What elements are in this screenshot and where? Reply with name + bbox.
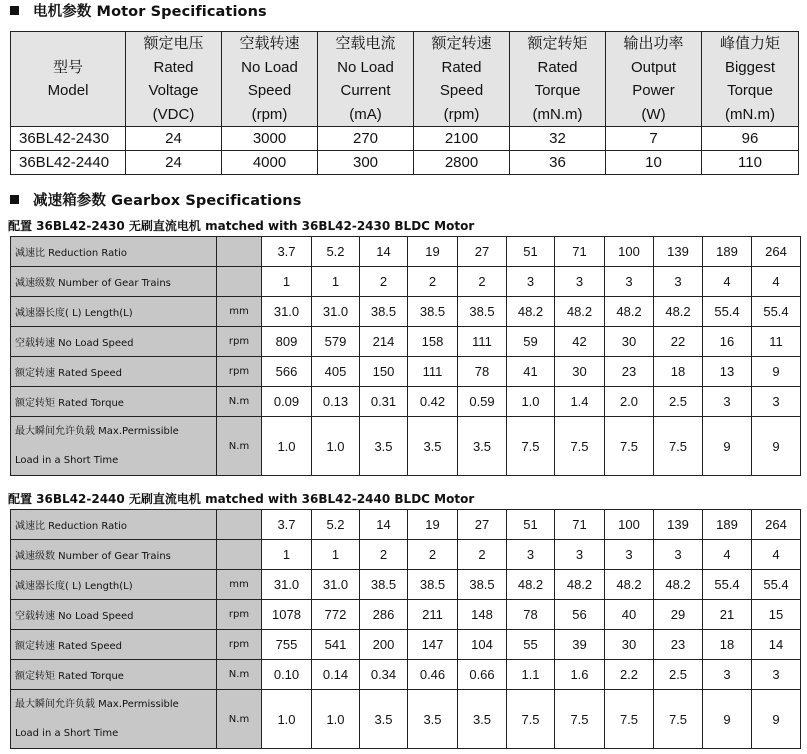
value-cell: 0.31 <box>360 387 408 417</box>
value-cell: 0.46 <box>408 660 458 690</box>
header-line: 峰值力矩 <box>719 35 780 52</box>
value-cell: 9 <box>752 690 801 749</box>
value-cell: 48.2 <box>507 297 555 327</box>
gear-row <box>11 417 801 476</box>
header-line: 空载转速 <box>239 35 300 52</box>
value-cell: 139 <box>654 510 703 540</box>
value-cell: 42 <box>555 327 605 357</box>
value-cell: 189 <box>703 237 752 267</box>
row-label: 减速比 Reduction Ratio <box>11 237 217 267</box>
value-cell: 1.0 <box>312 690 360 749</box>
square-bullet-icon <box>10 195 19 204</box>
unit-cell: rpm <box>217 327 262 357</box>
value-cell: 23 <box>654 630 703 660</box>
value-cell: 3000 <box>222 127 318 151</box>
value-cell: 211 <box>408 600 458 630</box>
value-cell: 38.5 <box>408 297 458 327</box>
value-cell: 38.5 <box>360 297 408 327</box>
value-cell: 78 <box>507 600 555 630</box>
gear-row <box>11 690 801 749</box>
gearbox-spec-table-2440 <box>10 509 801 749</box>
motor-spec-heading-text: 电机参数 Motor Specifications <box>33 4 267 20</box>
value-cell: 1.1 <box>507 660 555 690</box>
value-cell: 100 <box>605 510 654 540</box>
value-cell: 24 <box>126 127 222 151</box>
value-cell: 5.2 <box>312 510 360 540</box>
gear-row <box>11 540 801 570</box>
unit-cell: mm <box>217 297 262 327</box>
value-cell: 7.5 <box>605 417 654 476</box>
value-cell: 3 <box>555 267 605 297</box>
header-line: (VDC) <box>152 105 195 123</box>
model-cell: 36BL42-2430 <box>11 127 126 151</box>
value-cell: 56 <box>555 600 605 630</box>
value-cell: 27 <box>458 237 507 267</box>
value-cell: 3.5 <box>360 417 408 476</box>
value-cell: 59 <box>507 327 555 357</box>
value-cell: 39 <box>555 630 605 660</box>
header-line: (W) <box>641 105 666 123</box>
value-cell: 3.5 <box>360 690 408 749</box>
header-line: Biggest <box>724 58 776 76</box>
value-cell: 0.14 <box>312 660 360 690</box>
value-cell: 3 <box>703 660 752 690</box>
value-cell: 147 <box>408 630 458 660</box>
motor-header-cell <box>222 32 318 127</box>
gear-row <box>11 570 801 600</box>
value-cell: 264 <box>752 237 801 267</box>
value-cell: 7.5 <box>555 690 605 749</box>
row-label <box>11 690 217 749</box>
motor-table-header-row <box>11 32 799 127</box>
value-cell: 3 <box>752 660 801 690</box>
value-cell: 9 <box>703 417 752 476</box>
value-cell: 2 <box>458 540 507 570</box>
value-cell: 9 <box>703 690 752 749</box>
value-cell: 3.5 <box>458 690 507 749</box>
gear-row <box>11 327 801 357</box>
row-label-line: Load in a Short Time <box>15 728 119 739</box>
header-line: No Load <box>241 58 298 76</box>
header-line: Rated <box>153 58 194 76</box>
header-line: 型号 <box>52 58 83 76</box>
motor-header-cell <box>702 32 799 127</box>
row-label: 减速器长度( L) Length(L) <box>11 570 217 600</box>
value-cell: 48.2 <box>555 570 605 600</box>
value-cell: 38.5 <box>360 570 408 600</box>
value-cell: 30 <box>555 357 605 387</box>
value-cell: 55 <box>507 630 555 660</box>
value-cell: 2 <box>408 267 458 297</box>
header-line: (mN.m) <box>725 105 775 123</box>
value-cell: 110 <box>702 151 799 175</box>
motor-spec-table <box>10 31 799 175</box>
value-cell: 2.2 <box>605 660 654 690</box>
motor-header-cell <box>126 32 222 127</box>
value-cell: 16 <box>703 327 752 357</box>
value-cell: 29 <box>654 600 703 630</box>
header-line: Current <box>340 82 391 99</box>
value-cell: 48.2 <box>507 570 555 600</box>
value-cell: 214 <box>360 327 408 357</box>
gear-row <box>11 387 801 417</box>
value-cell: 4 <box>752 540 801 570</box>
value-cell: 31.0 <box>262 297 312 327</box>
value-cell: 71 <box>555 510 605 540</box>
value-cell: 3 <box>507 540 555 570</box>
value-cell: 19 <box>408 510 458 540</box>
value-cell: 51 <box>507 237 555 267</box>
header-line: Rated <box>441 58 482 76</box>
value-cell: 78 <box>458 357 507 387</box>
value-cell: 31.0 <box>262 570 312 600</box>
unit-cell: N.m <box>217 660 262 690</box>
motor-header-cell <box>318 32 414 127</box>
value-cell: 0.13 <box>312 387 360 417</box>
value-cell: 2 <box>360 540 408 570</box>
value-cell: 100 <box>605 237 654 267</box>
value-cell: 7.5 <box>555 417 605 476</box>
value-cell: 18 <box>703 630 752 660</box>
gearbox-spec-table-2430 <box>10 236 801 476</box>
value-cell: 3 <box>605 267 654 297</box>
motor-header-cell <box>11 32 126 127</box>
unit-cell: rpm <box>217 630 262 660</box>
value-cell: 18 <box>654 357 703 387</box>
value-cell: 2 <box>458 267 507 297</box>
value-cell: 15 <box>752 600 801 630</box>
motor-row <box>11 151 799 175</box>
value-cell: 579 <box>312 327 360 357</box>
value-cell: 139 <box>654 237 703 267</box>
value-cell: 2.0 <box>605 387 654 417</box>
value-cell: 7.5 <box>507 417 555 476</box>
value-cell: 48.2 <box>605 297 654 327</box>
value-cell: 38.5 <box>458 297 507 327</box>
gear-table-2-title: 配置 36BL42-2440 无刷直流电机 matched with 36BL42-2440 BLDC Motor <box>8 492 475 506</box>
row-label-line: 最大瞬间允许负载 Max.Permissible <box>15 426 179 437</box>
value-cell: 55.4 <box>752 297 801 327</box>
row-label: 额定转矩 Rated Torque <box>11 660 217 690</box>
value-cell: 1.4 <box>555 387 605 417</box>
model-cell: 36BL42-2440 <box>11 151 126 175</box>
value-cell: 148 <box>458 600 507 630</box>
value-cell: 7.5 <box>654 690 703 749</box>
header-line: Torque <box>534 82 581 99</box>
value-cell: 286 <box>360 600 408 630</box>
header-line: Output <box>630 58 677 76</box>
unit-cell <box>217 237 262 267</box>
gear-row <box>11 237 801 267</box>
gearbox-spec-heading-text: 减速箱参数 Gearbox Specifications <box>33 193 302 209</box>
value-cell: 1078 <box>262 600 312 630</box>
value-cell: 300 <box>318 151 414 175</box>
value-cell: 772 <box>312 600 360 630</box>
value-cell: 0.42 <box>408 387 458 417</box>
value-cell: 24 <box>126 151 222 175</box>
value-cell: 2800 <box>414 151 510 175</box>
value-cell: 31.0 <box>312 297 360 327</box>
value-cell: 30 <box>605 630 654 660</box>
value-cell: 270 <box>318 127 414 151</box>
value-cell: 2 <box>408 540 458 570</box>
row-label: 空载转速 No Load Speed <box>11 327 217 357</box>
value-cell: 3.7 <box>262 510 312 540</box>
value-cell: 41 <box>507 357 555 387</box>
value-cell: 111 <box>408 357 458 387</box>
header-line: Power <box>632 82 675 99</box>
row-label <box>11 417 217 476</box>
header-line: 额定转矩 <box>527 35 588 52</box>
value-cell: 23 <box>605 357 654 387</box>
row-label: 减速级数 Number of Gear Trains <box>11 267 217 297</box>
value-cell: 2.5 <box>654 660 703 690</box>
header-line: 额定转速 <box>431 35 492 52</box>
gear-table-1-title: 配置 36BL42-2430 无刷直流电机 matched with 36BL42-2430 BLDC Motor <box>8 219 475 233</box>
header-line: Speed <box>439 82 484 99</box>
header-line: 空载电流 <box>335 35 396 52</box>
value-cell: 3 <box>555 540 605 570</box>
value-cell: 541 <box>312 630 360 660</box>
value-cell: 14 <box>752 630 801 660</box>
gear-row <box>11 357 801 387</box>
value-cell: 48.2 <box>605 570 654 600</box>
value-cell: 104 <box>458 630 507 660</box>
motor-row <box>11 127 799 151</box>
value-cell: 7.5 <box>605 690 654 749</box>
gear-row <box>11 297 801 327</box>
header-line: (mN.m) <box>532 105 583 123</box>
value-cell: 3.5 <box>408 417 458 476</box>
value-cell: 3 <box>703 387 752 417</box>
value-cell: 48.2 <box>654 570 703 600</box>
value-cell: 1.0 <box>262 690 312 749</box>
value-cell: 405 <box>312 357 360 387</box>
value-cell: 1 <box>262 267 312 297</box>
row-label: 额定转速 Rated Speed <box>11 630 217 660</box>
header-line: (rpm) <box>443 105 480 123</box>
value-cell: 27 <box>458 510 507 540</box>
value-cell: 5.2 <box>312 237 360 267</box>
value-cell: 19 <box>408 237 458 267</box>
header-line-spacer <box>11 32 125 56</box>
row-label: 额定转速 Rated Speed <box>11 357 217 387</box>
header-line: 输出功率 <box>623 35 684 52</box>
value-cell: 36 <box>510 151 606 175</box>
value-cell: 1.0 <box>312 417 360 476</box>
value-cell: 0.66 <box>458 660 507 690</box>
unit-cell: mm <box>217 570 262 600</box>
value-cell: 40 <box>605 600 654 630</box>
value-cell: 9 <box>752 417 801 476</box>
row-label: 减速级数 Number of Gear Trains <box>11 540 217 570</box>
value-cell: 14 <box>360 510 408 540</box>
value-cell: 7.5 <box>654 417 703 476</box>
value-cell: 2.5 <box>654 387 703 417</box>
motor-header-cell <box>606 32 702 127</box>
value-cell: 0.10 <box>262 660 312 690</box>
value-cell: 51 <box>507 510 555 540</box>
value-cell: 13 <box>703 357 752 387</box>
value-cell: 0.34 <box>360 660 408 690</box>
value-cell: 48.2 <box>654 297 703 327</box>
gear-row <box>11 600 801 630</box>
value-cell: 1.0 <box>507 387 555 417</box>
row-label-line: Load in a Short Time <box>15 455 119 466</box>
value-cell: 4 <box>703 540 752 570</box>
header-line: (rpm) <box>251 105 288 123</box>
value-cell: 4 <box>703 267 752 297</box>
row-label: 额定转矩 Rated Torque <box>11 387 217 417</box>
value-cell: 1 <box>312 267 360 297</box>
row-label-line: 最大瞬间允许负载 Max.Permissible <box>15 699 179 710</box>
value-cell: 30 <box>605 327 654 357</box>
motor-spec-heading <box>10 0 267 21</box>
unit-cell: rpm <box>217 600 262 630</box>
unit-cell: N.m <box>217 387 262 417</box>
value-cell: 264 <box>752 510 801 540</box>
unit-cell <box>217 267 262 297</box>
value-cell: 1.0 <box>262 417 312 476</box>
gear-row <box>11 510 801 540</box>
gearbox-spec-heading <box>10 189 301 210</box>
value-cell: 1.6 <box>555 660 605 690</box>
row-label: 空载转速 No Load Speed <box>11 600 217 630</box>
value-cell: 4 <box>752 267 801 297</box>
motor-header-cell <box>510 32 606 127</box>
header-line: Torque <box>727 82 773 99</box>
header-line: No Load <box>337 58 394 76</box>
value-cell: 9 <box>752 357 801 387</box>
value-cell: 38.5 <box>408 570 458 600</box>
value-cell: 3.7 <box>262 237 312 267</box>
value-cell: 3 <box>605 540 654 570</box>
value-cell: 31.0 <box>312 570 360 600</box>
unit-cell <box>217 540 262 570</box>
value-cell: 7.5 <box>507 690 555 749</box>
row-label: 减速器长度( L) Length(L) <box>11 297 217 327</box>
value-cell: 809 <box>262 327 312 357</box>
value-cell: 7 <box>606 127 702 151</box>
gear-row <box>11 630 801 660</box>
value-cell: 0.59 <box>458 387 507 417</box>
value-cell: 1 <box>312 540 360 570</box>
unit-cell: N.m <box>217 690 262 749</box>
value-cell: 189 <box>703 510 752 540</box>
square-bullet-icon <box>10 6 19 15</box>
header-line: (mA) <box>349 105 382 123</box>
value-cell: 566 <box>262 357 312 387</box>
unit-cell: rpm <box>217 357 262 387</box>
motor-header-cell <box>414 32 510 127</box>
value-cell: 55.4 <box>752 570 801 600</box>
header-line: Voltage <box>148 82 199 99</box>
value-cell: 3 <box>654 267 703 297</box>
value-cell: 3 <box>507 267 555 297</box>
value-cell: 3 <box>654 540 703 570</box>
value-cell: 755 <box>262 630 312 660</box>
value-cell: 11 <box>752 327 801 357</box>
value-cell: 10 <box>606 151 702 175</box>
gear-row <box>11 267 801 297</box>
value-cell: 158 <box>408 327 458 357</box>
value-cell: 4000 <box>222 151 318 175</box>
value-cell: 3 <box>752 387 801 417</box>
header-line-spacer <box>11 103 125 127</box>
value-cell: 2 <box>360 267 408 297</box>
value-cell: 0.09 <box>262 387 312 417</box>
gear-row <box>11 660 801 690</box>
header-line: Speed <box>247 82 292 99</box>
value-cell: 14 <box>360 237 408 267</box>
value-cell: 2100 <box>414 127 510 151</box>
value-cell: 21 <box>703 600 752 630</box>
header-line: 额定电压 <box>143 35 204 52</box>
value-cell: 38.5 <box>458 570 507 600</box>
value-cell: 55.4 <box>703 297 752 327</box>
value-cell: 200 <box>360 630 408 660</box>
value-cell: 22 <box>654 327 703 357</box>
header-line: Rated <box>537 58 578 76</box>
value-cell: 1 <box>262 540 312 570</box>
value-cell: 96 <box>702 127 799 151</box>
header-line: Model <box>47 82 89 99</box>
value-cell: 3.5 <box>458 417 507 476</box>
value-cell: 55.4 <box>703 570 752 600</box>
value-cell: 32 <box>510 127 606 151</box>
value-cell: 111 <box>458 327 507 357</box>
value-cell: 3.5 <box>408 690 458 749</box>
value-cell: 71 <box>555 237 605 267</box>
unit-cell: N.m <box>217 417 262 476</box>
row-label: 减速比 Reduction Ratio <box>11 510 217 540</box>
value-cell: 150 <box>360 357 408 387</box>
value-cell: 48.2 <box>555 297 605 327</box>
unit-cell <box>217 510 262 540</box>
